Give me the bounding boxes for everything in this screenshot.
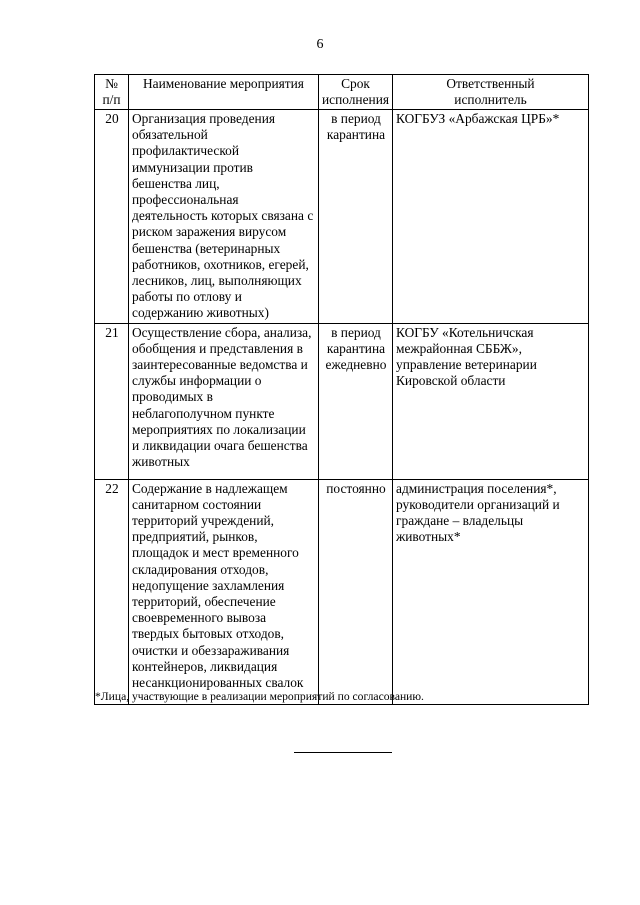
measures-table <box>94 74 589 705</box>
row-deadline: в период карантина ежедневно <box>319 323 393 479</box>
table-row <box>95 479 589 704</box>
row-measure-name: Осуществление сбора, анализа, обобщения и представления в заинтересованные ведомства и службы информации о проводимых в неблагополучном пункте мероприятиях по локализации и ликвидации очага бешенства животных <box>129 323 319 479</box>
row-number: 20 <box>95 110 129 324</box>
table-header-row <box>95 75 589 110</box>
row-deadline: постоянно <box>319 479 393 704</box>
closing-line <box>294 752 392 753</box>
row-number: 22 <box>95 479 129 704</box>
header-responsible: Ответственный исполнитель <box>393 75 589 110</box>
table-row <box>95 323 589 479</box>
footnote: *Лица, участвующие в реализации мероприятий по согласованию. <box>95 690 424 703</box>
header-number: № п/п <box>95 75 129 110</box>
row-responsible: КОГБУ «Котельничская межрайонная СББЖ», управление ветеринарии Кировской области <box>393 323 589 479</box>
row-deadline: в период карантина <box>319 110 393 324</box>
header-measure-name: Наименование мероприятия <box>129 75 319 110</box>
page-number: 6 <box>316 37 324 52</box>
row-number: 21 <box>95 323 129 479</box>
table-row <box>95 110 589 324</box>
row-measure-name: Содержание в надлежащем санитарном состоянии территорий учреждений, предприятий, рынков, площадок и мест временного складирования отходов, недопущение захламления территорий, обеспечение своевременного вывоза твердых бытовых отходов, очистки и обеззараживания контейнеров, ликвидация несанкционированных свалок <box>129 479 319 704</box>
header-deadline: Срок исполнения <box>319 75 393 110</box>
row-measure-name: Организация проведения обязательной профилактической иммунизации против бешенства лиц, профессиональная деятельность которых связана с риском заражения вирусом бешенства (ветеринарных работников, охотников, егерей, лесников, лиц, выполняющих работы по отлову и содержанию животных) <box>129 110 319 324</box>
row-responsible: администрация поселения*, руководители организаций и граждане – владельцы животных* <box>393 479 589 704</box>
row-responsible: КОГБУЗ «Арбажская ЦРБ»* <box>393 110 589 324</box>
